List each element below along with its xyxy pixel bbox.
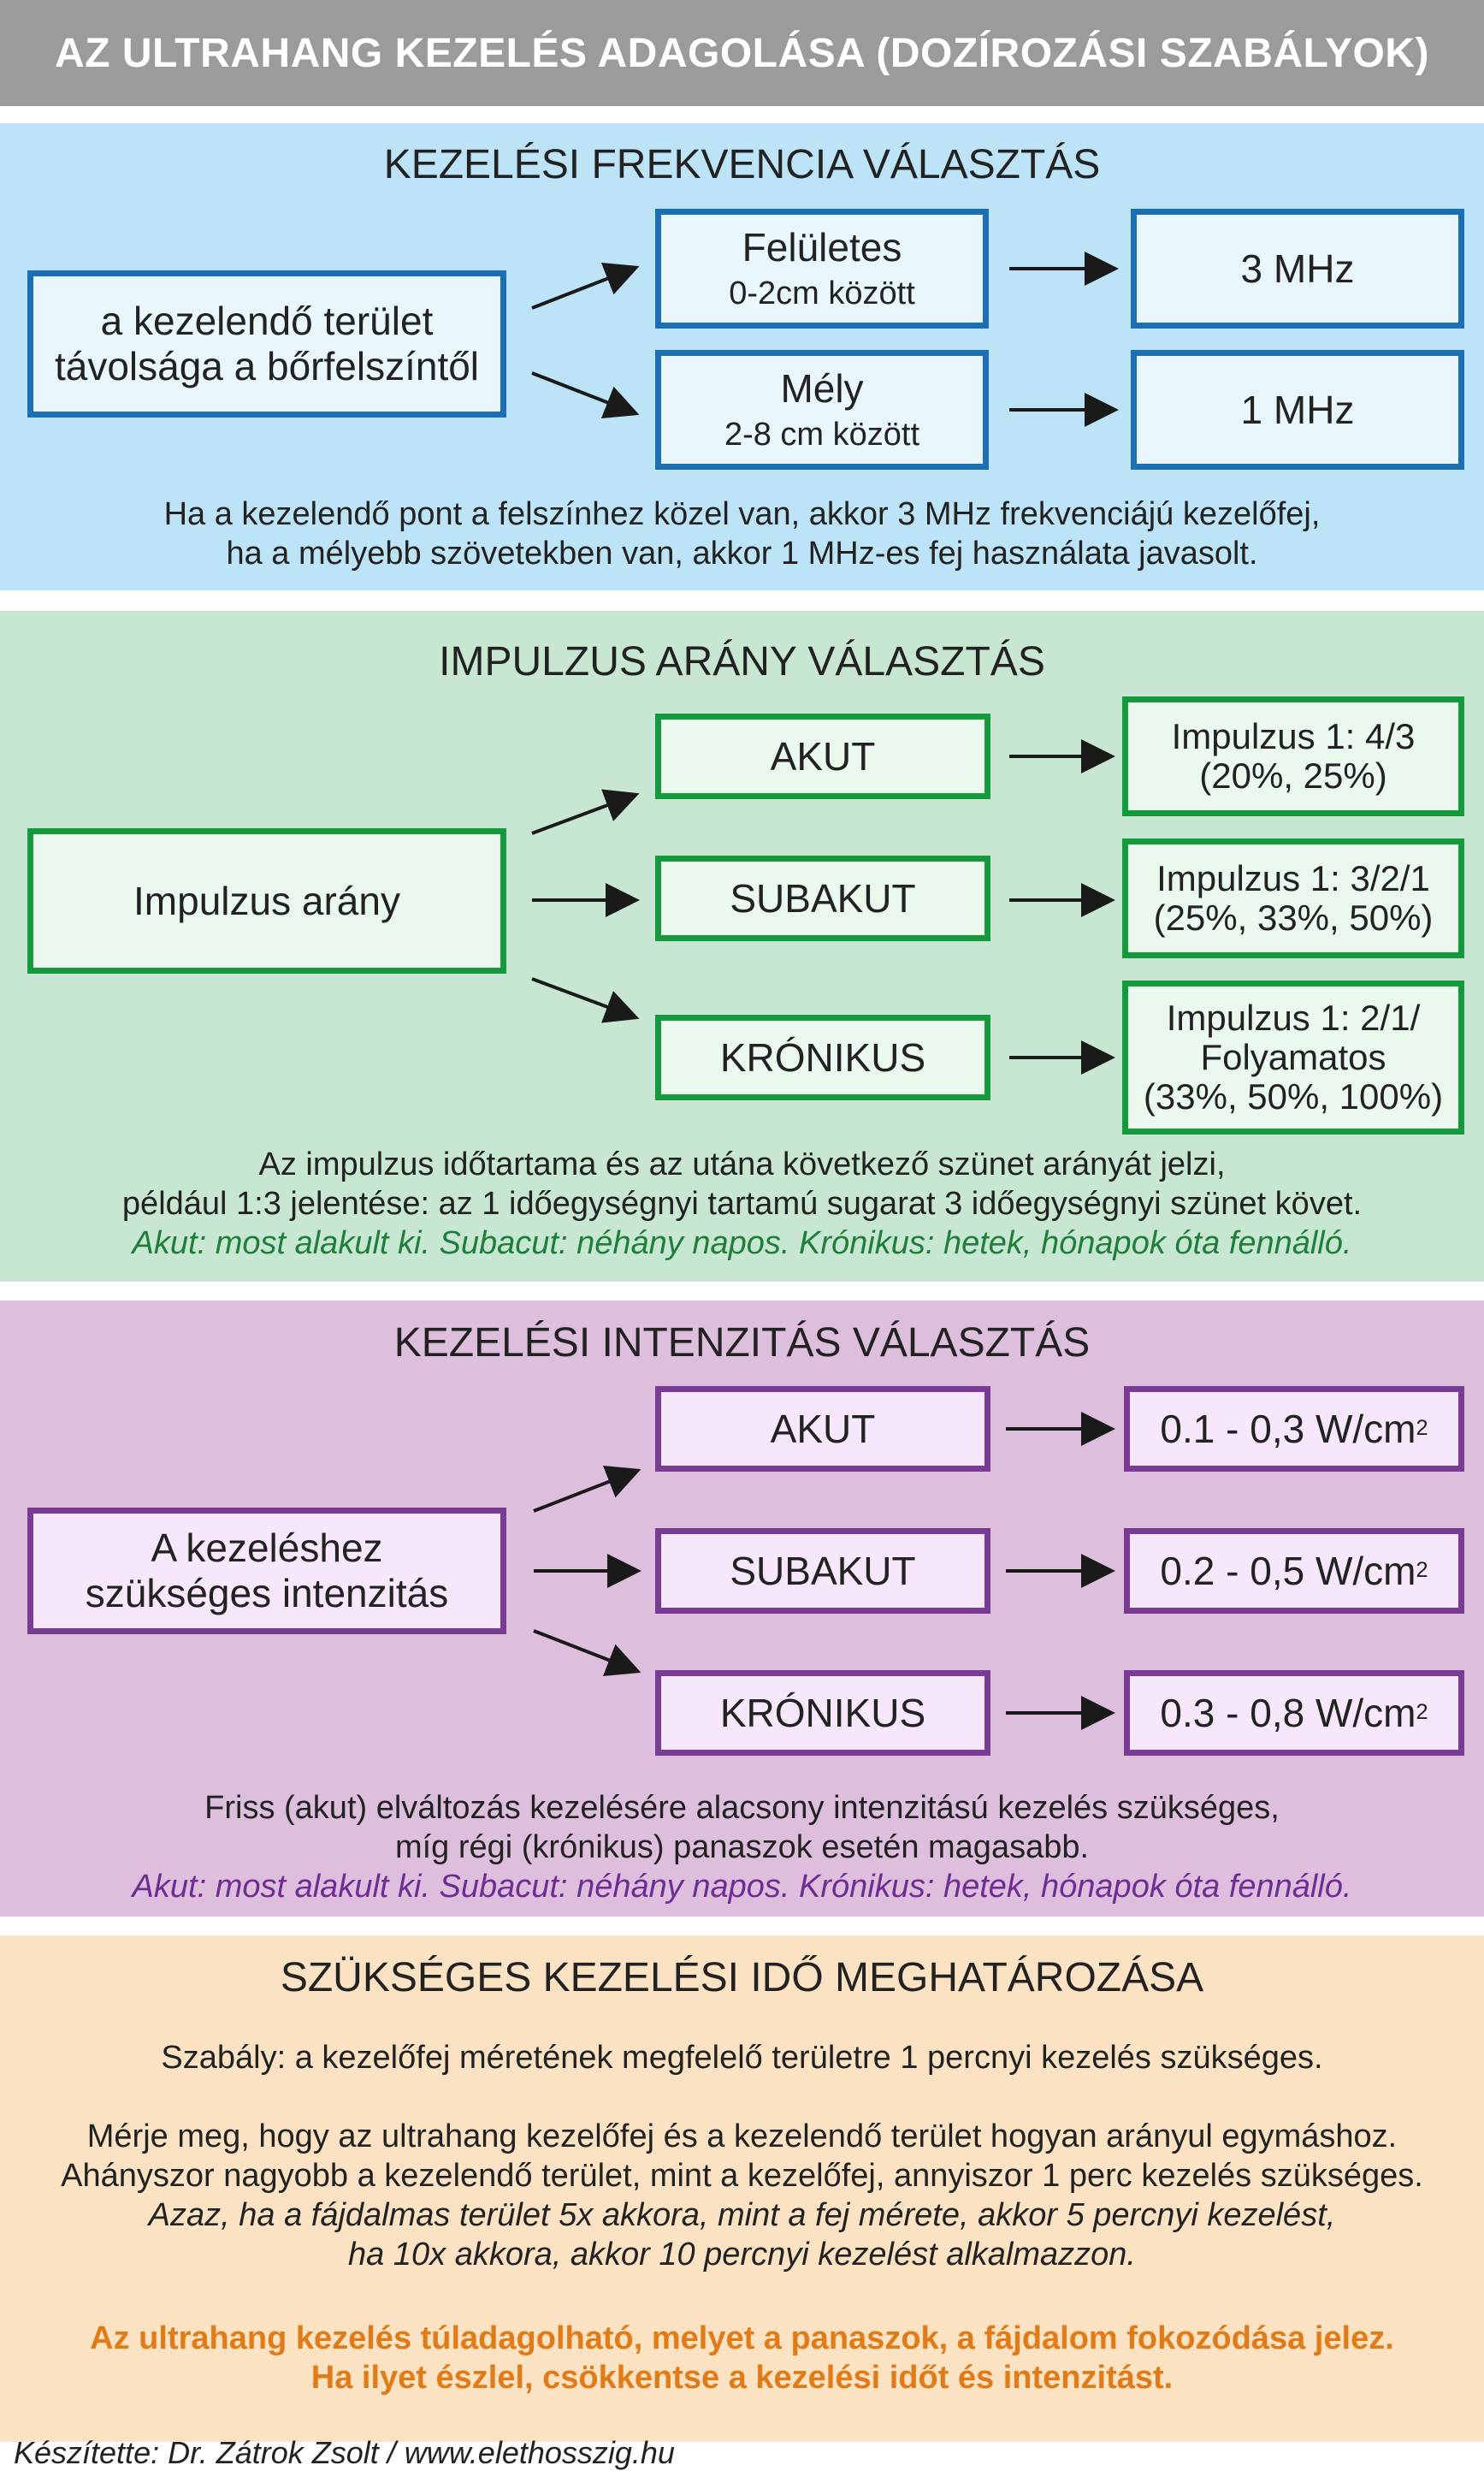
option-deep-label: Mély xyxy=(780,365,864,411)
frequency-note xyxy=(0,495,1484,573)
warning-line: Ha ilyet észlel, csökkentse a kezelési időt és intenzitást. xyxy=(310,2360,1174,2396)
intensity-unit-exponent: 2 xyxy=(1416,1700,1428,1725)
impulse-note-line: Az impulzus időtartama és az utána következő szünet arányát jelzi, xyxy=(258,1147,1226,1182)
impulse-result-line: Folyamatos xyxy=(1200,1036,1386,1077)
impulse-option-label: AKUT xyxy=(770,733,876,779)
impulse-result-line: (33%, 50%, 100%) xyxy=(1143,1076,1444,1117)
intensity-note-line: míg régi (krónikus) panaszok esetén magasabb. xyxy=(394,1829,1090,1865)
impulse-note xyxy=(0,1145,1484,1263)
intensity-note xyxy=(0,1788,1484,1906)
time-rule: Szabály: a kezelőfej méretének megfelelő területre 1 percnyi kezelés szükséges. xyxy=(161,2040,1323,2076)
impulse-option-label: SUBAKUT xyxy=(730,875,916,921)
intensity-option-acute xyxy=(655,1386,990,1472)
impulse-note-line: például 1:3 jelentése: az 1 időegységnyi tartamú sugarat 3 időegységnyi szünet követ. xyxy=(121,1186,1363,1222)
intensity-option-label: SUBAKUT xyxy=(730,1548,916,1593)
intensity-unit: W/cm xyxy=(1315,1406,1416,1451)
result-1mhz-box xyxy=(1131,350,1464,470)
impulse-title: IMPULZUS ARÁNY VÁLASZTÁS xyxy=(439,639,1045,684)
frequency-note-line: Ha a kezelendő pont a felszínhez közel van, akkor 3 MHz frekvenciájú kezelőfej, xyxy=(163,496,1321,532)
option-superficial-box xyxy=(655,209,989,329)
intensity-result-value: 0.2 - 0,5 xyxy=(1160,1548,1315,1593)
intensity-title: KEZELÉSI INTENZITÁS VÁLASZTÁS xyxy=(393,1320,1091,1366)
time-line: Ahányszor nagyobb a kezelendő terület, mint a kezelőfej, annyiszor 1 perc kezelés szükséges. xyxy=(61,2158,1423,2194)
impulse-result-acute xyxy=(1122,696,1464,816)
impulse-result-line: Impulzus 1: 4/3 xyxy=(1171,715,1416,756)
impulse-result-line: (20%, 25%) xyxy=(1199,756,1387,796)
intensity-unit: W/cm xyxy=(1315,1690,1416,1735)
intensity-note-definitions: Akut: most alakult ki. Subacut: néhány napos. Krónikus: hetek, hónapok óta fennálló. xyxy=(132,1869,1352,1905)
intensity-result-chronic xyxy=(1124,1670,1464,1756)
impulse-result-line: Impulzus 1: 2/1/ xyxy=(1166,997,1421,1038)
impulse-result-subacute xyxy=(1122,838,1464,958)
impulse-result-line: Impulzus 1: 3/2/1 xyxy=(1156,857,1430,898)
result-3mhz-text: 3 MHz xyxy=(1240,246,1355,291)
option-deep-box xyxy=(655,350,989,470)
intensity-result-value: 0.3 - 0,8 xyxy=(1160,1690,1315,1735)
impulse-option-subacute xyxy=(655,856,990,941)
intensity-result-acute xyxy=(1124,1386,1464,1472)
impulse-option-label: KRÓNIKUS xyxy=(719,1034,926,1080)
time-title: SZÜKSÉGES KEZELÉSI IDŐ MEGHATÁROZÁSA xyxy=(280,1955,1204,2000)
impulse-note-definitions: Akut: most alakult ki. Subacut: néhány napos. Krónikus: hetek, hónapok óta fennálló. xyxy=(132,1225,1352,1261)
intensity-result-value: 0.1 - 0,3 xyxy=(1160,1406,1315,1451)
option-deep-depth: 2-8 cm között xyxy=(724,416,920,453)
frequency-source-text: a kezelendő terület távolsága a bőrfelszíntől xyxy=(54,299,480,388)
intensity-source-line: szükséges intenzitás xyxy=(85,1571,449,1615)
frequency-title: KEZELÉSI FREKVENCIA VÁLASZTÁS xyxy=(383,142,1101,187)
time-line: Mérje meg, hogy az ultrahang kezelőfej és a kezelendő terület hogyan arányul egymáshoz. xyxy=(86,2118,1398,2154)
intensity-option-chronic xyxy=(655,1670,990,1756)
intensity-option-label: KRÓNIKUS xyxy=(719,1690,926,1735)
intensity-result-subacute xyxy=(1124,1528,1464,1614)
option-superficial-label: Felületes xyxy=(742,224,902,270)
intensity-note-line: Friss (akut) elváltozás kezelésére alacsony intenzitású kezelés szükséges, xyxy=(204,1790,1280,1826)
frequency-note-line: ha a mélyebb szövetekben van, akkor 1 MHz-es fej használata javasolt. xyxy=(226,536,1258,572)
impulse-option-chronic xyxy=(655,1015,990,1100)
impulse-source-text: Impulzus arány xyxy=(133,878,400,923)
intensity-source-box xyxy=(27,1508,506,1634)
option-superficial-depth: 0-2cm között xyxy=(729,275,915,311)
intensity-unit-exponent: 2 xyxy=(1416,1416,1428,1441)
impulse-source-box xyxy=(27,828,506,974)
time-explanation xyxy=(0,2117,1484,2274)
intensity-unit: W/cm xyxy=(1315,1548,1416,1593)
impulse-option-acute xyxy=(655,714,990,799)
impulse-result-chronic xyxy=(1122,981,1464,1135)
intensity-source-line: A kezeléshez xyxy=(151,1526,383,1571)
warning-line: Az ultrahang kezelés túladagolható, melyet a panaszok, a fájdalom fokozódása jelez. xyxy=(90,2320,1394,2356)
intensity-option-label: AKUT xyxy=(770,1406,876,1451)
impulse-result-line: (25%, 33%, 50%) xyxy=(1153,898,1434,938)
page-title: AZ ULTRAHANG KEZELÉS ADAGOLÁSA (DOZÍROZÁSI SZABÁLYOK) xyxy=(0,0,1484,106)
time-example-line: Azaz, ha a fájdalmas terület 5x akkora, mint a fej mérete, akkor 5 percnyi kezelést, xyxy=(148,2197,1336,2233)
intensity-unit-exponent: 2 xyxy=(1416,1558,1428,1583)
intensity-option-subacute xyxy=(655,1528,990,1614)
frequency-source-box xyxy=(27,270,506,418)
author-credit: Készítette: Dr. Zátrok Zsolt / www.elethosszig.hu xyxy=(14,2435,675,2470)
overdose-warning xyxy=(0,2319,1484,2397)
result-1mhz-text: 1 MHz xyxy=(1240,387,1355,432)
result-3mhz-box xyxy=(1131,209,1464,329)
time-example-line: ha 10x akkora, akkor 10 percnyi kezelést alkalmazzon. xyxy=(348,2237,1136,2272)
